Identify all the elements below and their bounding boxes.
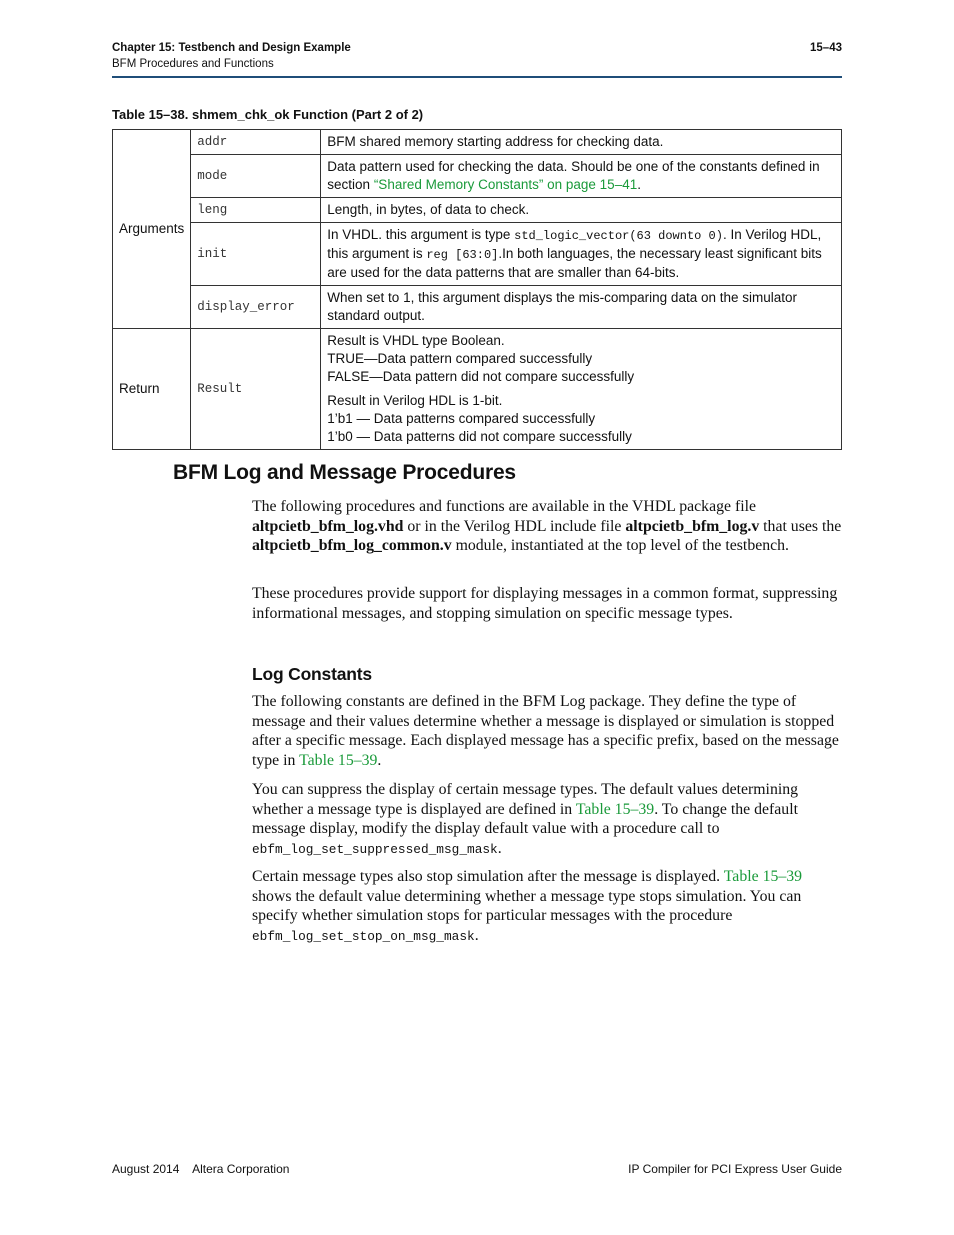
- arg-desc: In VHDL. this argument is type std_logic_vector(63 downto 0). In Verilog HDL, this argument is reg [63:0].In both languages, the necessary least significant bits are used for the data patterns that are smaller than 64-bits.: [321, 223, 842, 286]
- arg-desc: Length, in bytes, of data to check.: [321, 198, 842, 223]
- vhd-filename: altpcietb_bfm_log.vhd: [252, 517, 404, 535]
- paragraph: The following procedures and functions are available in the VHDL package file altpcietb_bfm_log.vhd or in the Verilog HDL include file altpcietb_bfm_log.v that uses the altpcietb_bfm_log_common.v module, instantiated at the top level of the testbench.: [252, 498, 842, 555]
- verilog-type-code: reg [63:0]: [426, 248, 499, 262]
- shared-memory-constants-link[interactable]: “Shared Memory Constants” on page 15–41: [373, 177, 638, 192]
- table-row: [113, 286, 842, 329]
- return-name: Result: [191, 329, 321, 450]
- arg-name: addr: [191, 130, 321, 155]
- page-number: 15–43: [810, 42, 842, 54]
- footer-doc-title: IP Compiler for PCI Express User Guide: [628, 1162, 842, 1176]
- arg-name: init: [191, 223, 321, 286]
- paragraph: The following constants are defined in the BFM Log package. They define the type of message and their values determine whether a message is displayed or simulation is stopped after a specific message. Each displayed message has a specific prefix, based on the message type in Table 15–39.: [252, 693, 839, 769]
- common-module-filename: altpcietb_bfm_log_common.v: [252, 537, 452, 555]
- return-label: Return: [113, 329, 191, 450]
- table-row: [113, 130, 842, 155]
- table-row: [113, 223, 842, 286]
- paragraph: Certain message types also stop simulation after the message is displayed. Table 15–39 shows the default value determining whether a message type stops simulation. You can specify whether simulation stops for particular messages with the procedure ebfm_log_set_stop_on_msg_mask.: [252, 868, 803, 944]
- arg-desc: BFM shared memory starting address for checking data.: [321, 130, 842, 155]
- table-row: [113, 155, 842, 198]
- footer-date-company: August 2014 Altera Corporation: [112, 1162, 290, 1176]
- return-desc: Result is VHDL type Boolean. TRUE—Data pattern compared successfully FALSE—Data pattern did not compare successfully Result in Verilog HDL is 1-bit. 1’b1 — Data patterns compared successfully 1’b0 — Data patterns did not compare successfully: [321, 329, 842, 450]
- arg-desc: When set to 1, this argument displays the mis-comparing data on the simulator standard output.: [321, 286, 842, 329]
- table-row: [113, 198, 842, 223]
- table-15-39-link[interactable]: Table 15–39: [299, 751, 378, 769]
- table-caption: Table 15–38. shmem_chk_ok Function (Part 2 of 2): [112, 107, 424, 122]
- table-row: [113, 329, 842, 450]
- arguments-label: Arguments: [113, 130, 191, 329]
- arg-name: leng: [191, 198, 321, 223]
- chapter-title: Chapter 15: Testbench and Design Example: [112, 42, 351, 54]
- stop-mask-code: ebfm_log_set_stop_on_msg_mask: [252, 928, 475, 944]
- suppress-mask-code: ebfm_log_set_suppressed_msg_mask: [252, 841, 498, 857]
- vhdl-type-code: std_logic_vector(63 downto 0): [514, 229, 723, 243]
- table-15-39-link[interactable]: Table 15–39: [575, 800, 655, 818]
- table-15-39-link[interactable]: Table 15–39: [723, 868, 803, 885]
- paragraph: These procedures provide support for displaying messages in a common format, suppressing informational messages, and stopping simulation on specific message types.: [252, 585, 838, 622]
- arg-desc: Data pattern used for checking the data. Should be one of the constants defined in section “Shared Memory Constants” on page 15–41.: [321, 155, 842, 198]
- subsection-heading: Log Constants: [252, 664, 372, 684]
- arg-name: mode: [191, 155, 321, 198]
- function-table: [112, 129, 842, 450]
- arg-name: display_error: [191, 286, 321, 329]
- v-filename: altpcietb_bfm_log.v: [625, 517, 760, 535]
- section-name: BFM Procedures and Functions: [112, 58, 274, 70]
- paragraph: You can suppress the display of certain message types. The default values determining whether a message type is displayed are defined in Table 15–39. To change the default message display, modify the display default value with a procedure call to ebfm_log_set_suppressed_msg_mask.: [252, 781, 799, 857]
- header-rule: [112, 76, 842, 78]
- section-heading: BFM Log and Message Procedures: [173, 461, 516, 484]
